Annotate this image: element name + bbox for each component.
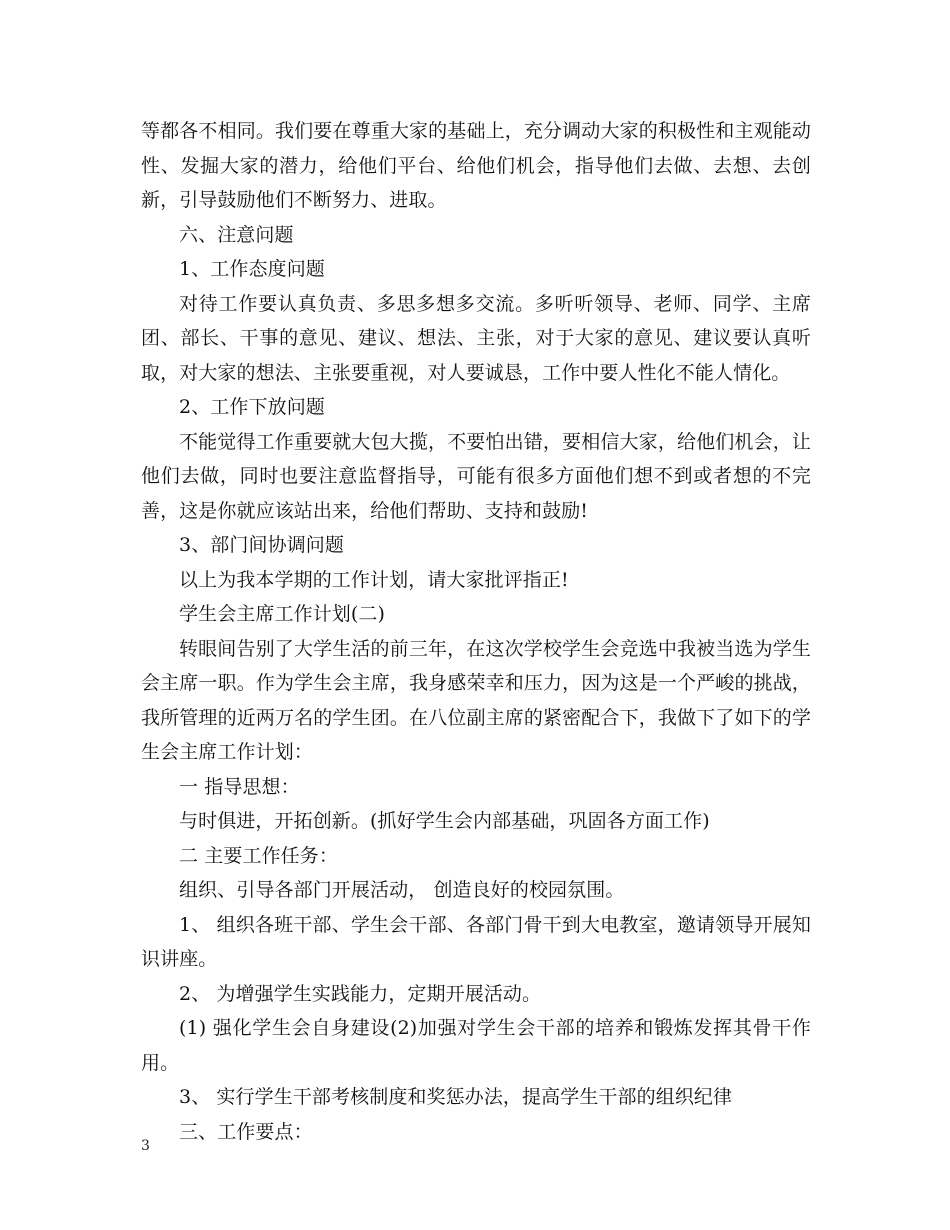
paragraph-1: 等都各不相同。我们要在尊重大家的基础上，充分调动大家的积极性和主观能动性、发掘大家的潜力，给他们平台、给他们机会，指导他们去做、去想、去创新，引导鼓励他们不断努力、进取。: [141, 120, 811, 211]
paragraph-intro: 转眼间告别了大学生活的前三年，在这次学校学生会竞选中我被当选为学生会主席一职。作为学生会主席，我身感荣幸和压力，因为这是一个严峻的挑战，我所管理的近两万名的学生团。在八位副主席的紧密配合下，我做下了如下的学生会主席工作计划：: [141, 637, 811, 763]
heading-main-tasks: 二 主要工作任务：: [179, 844, 338, 867]
paragraph-delegation: 不能觉得工作重要就大包大揽，不要怕出错，要相信大家，给他们机会，让他们去做，同时也要注意监督指导，可能有很多方面他们想不到或者想的不完善，这是你就应该站出来，给他们帮助、支持和鼓励!: [141, 430, 811, 522]
document-body: [141, 114, 811, 1149]
page-number: 3: [141, 1138, 150, 1154]
paragraph-work-attitude: 对待工作要认真负责、多思多想多交流。多听听领导、老师、同学、主席团、部长、干事的意见、建议、想法、主张，对于大家的意见、建议要认真听取，对大家的想法、主张要重视，对人要诚恳，工作中要人性化不能人情化。: [141, 292, 811, 384]
heading-attention-issues: 六、注意问题: [179, 223, 294, 246]
paragraph-main-tasks: 组织、引导各部门开展活动， 创造良好的校园氛围。: [179, 879, 625, 901]
heading-guiding-ideology: 一 指导思想：: [179, 775, 300, 798]
paragraph-closing: 以上为我本学期的工作计划，请大家批评指正!: [179, 568, 569, 591]
subheading-work-attitude: 1、工作态度问题: [179, 258, 325, 280]
list-item-2: 2、 为增强学生实践能力，定期开展活动。: [179, 982, 542, 1005]
list-item-3: 3、 实行学生干部考核制度和奖惩办法，提高学生干部的组织纪律: [179, 1086, 733, 1108]
list-item-2-sub: (1) 强化学生会自身建设(2)加强对学生会干部的培养和锻炼发挥其骨干作用。: [141, 1017, 811, 1074]
list-item-1: 1、 组织各班干部、学生会干部、各部门骨干到大电教室，邀请领导开展知识讲座。: [141, 913, 811, 970]
subheading-coordination: 3、部门间协调问题: [179, 534, 344, 556]
paragraph-guiding-ideology: 与时俱进，开拓创新。(抓好学生会内部基础，巩固各方面工作): [179, 810, 710, 832]
section-title-plan-two: 学生会主席工作计划(二): [179, 603, 386, 625]
heading-work-points: 三、工作要点：: [179, 1120, 313, 1143]
subheading-delegation: 2、工作下放问题: [179, 396, 325, 418]
